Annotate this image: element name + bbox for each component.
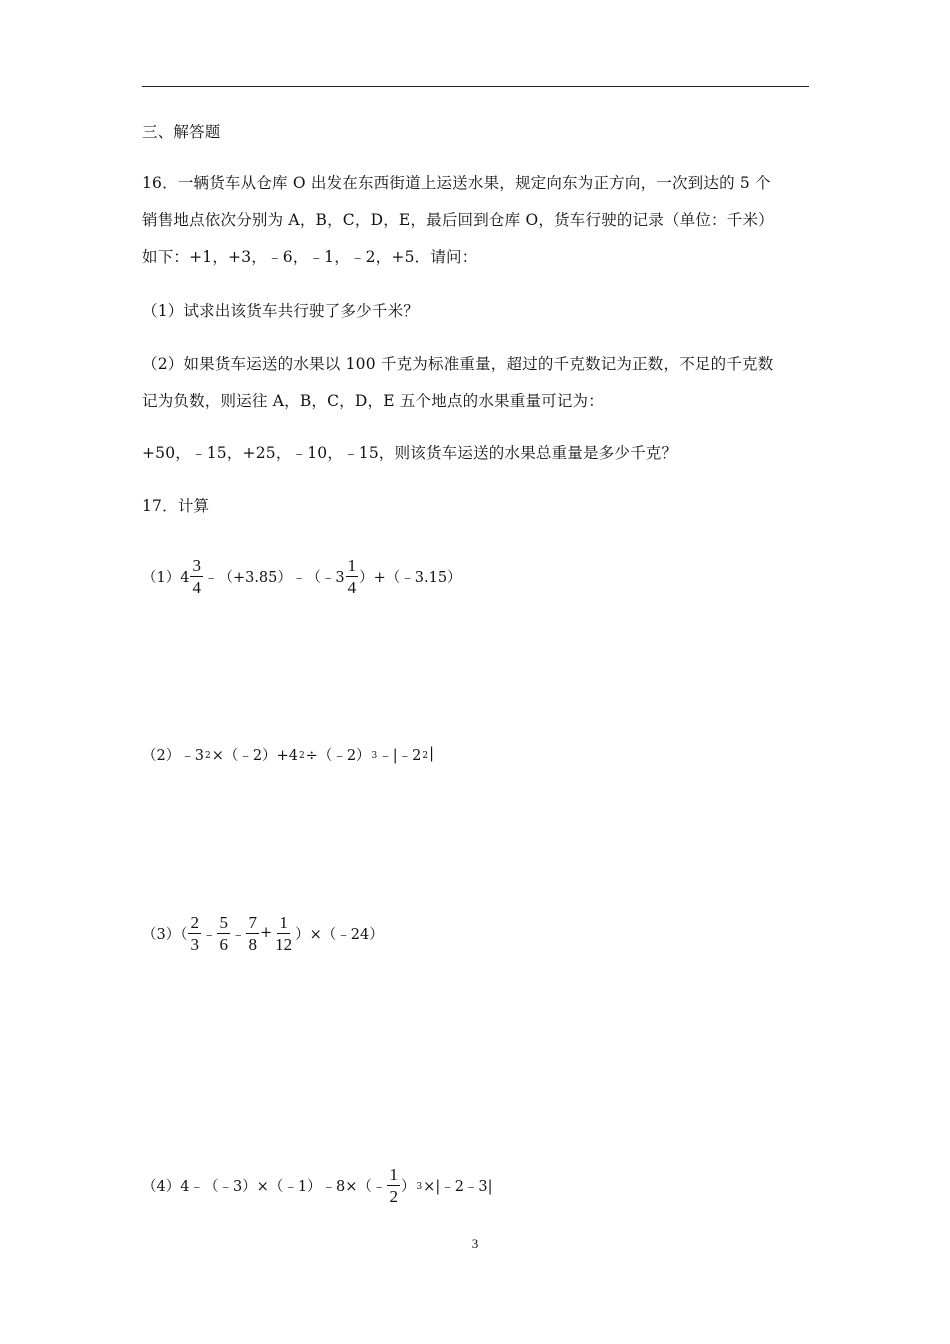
- q17-expression-4: [142, 1155, 493, 1215]
- q16-line-1: 16．一辆货车从仓库 O 出发在东西街道上运送水果，规定向东为正方向，一次到达的 5 个: [142, 174, 771, 192]
- fraction-2-3: [188, 914, 201, 953]
- fraction-denominator: 4: [192, 577, 201, 597]
- expr4-close-paren: ）: [400, 1178, 416, 1195]
- fraction-denominator: 8: [248, 934, 257, 954]
- exponent: 2: [298, 751, 305, 761]
- expr4-tail: ×|﹣2﹣3|: [423, 1178, 493, 1195]
- q16-sub-1: （1）试求出该货车共行驶了多少千米？: [142, 302, 419, 320]
- fraction-5-6: [217, 914, 230, 953]
- header-rule: [142, 86, 809, 87]
- operator: ﹣: [201, 926, 217, 943]
- q16-line-3: 如下：+1，+3，﹣6，﹣1，﹣2，+5．请问：: [142, 248, 478, 266]
- page-number: 3: [471, 1236, 479, 1251]
- expr2-part-1: （2）﹣3: [142, 747, 204, 764]
- expr2-part-5: |: [429, 746, 435, 762]
- expr2-part-3: ÷（﹣2）: [305, 747, 371, 764]
- fraction-numerator: 1: [347, 555, 357, 575]
- fraction-numerator: 1: [389, 1164, 398, 1184]
- q17-expression-1: [142, 546, 462, 606]
- operator: ﹣: [230, 926, 246, 943]
- fraction-numerator: 1: [279, 912, 288, 932]
- exponent: 3: [416, 1182, 423, 1192]
- fraction-3-4: [190, 557, 203, 596]
- expr3-tail: ）×（﹣24）: [295, 926, 384, 943]
- expr1-middle: ﹣（+3.85）﹣（﹣3: [203, 569, 345, 586]
- q16-line-2: 销售地点依次分别为 A，B，C，D，E，最后回到仓库 O，货车行驶的记录（单位：千米）: [142, 211, 774, 229]
- fraction-numerator: 2: [190, 912, 199, 932]
- q16-sub-2-line-2: 记为负数，则运往 A，B，C，D，E 五个地点的水果重量可记为：: [142, 392, 604, 410]
- expr1-tail: ）+（﹣3.15）: [359, 569, 462, 586]
- exponent: 2: [422, 751, 429, 761]
- fraction-denominator: 12: [275, 934, 293, 954]
- q17-title: 17．计算: [142, 497, 210, 515]
- fraction-denominator: 4: [347, 577, 357, 597]
- fraction-1-12: [273, 914, 294, 953]
- expr3-label: （3）（: [142, 926, 188, 943]
- operator: +: [259, 925, 273, 941]
- q17-expression-2: [142, 724, 434, 784]
- fraction-7-8: [246, 914, 259, 953]
- expr4-label: （4）4﹣（﹣3）×（﹣1）﹣8×（﹣: [142, 1178, 387, 1195]
- fraction-1-4: [346, 557, 359, 596]
- q16-sub-2-line-3: +50，﹣15，+25，﹣10，﹣15，则该货车运送的水果总重量是多少千克？: [142, 444, 678, 462]
- exponent: 3: [371, 751, 378, 761]
- fraction-denominator: 2: [389, 1186, 398, 1206]
- fraction-numerator: 3: [192, 555, 201, 575]
- fraction-denominator: 3: [190, 934, 199, 954]
- expr2-part-4: ﹣|﹣2: [378, 747, 422, 764]
- q17-expression-3: [142, 903, 384, 963]
- fraction-denominator: 6: [219, 934, 228, 954]
- exponent: 2: [204, 751, 211, 761]
- fraction-numerator: 5: [219, 912, 228, 932]
- q16-sub-2-line-1: （2）如果货车运送的水果以 100 千克为标准重量，超过的千克数记为正数，不足的千克数: [142, 355, 774, 373]
- section-title: 三、解答题: [142, 123, 221, 141]
- expr1-label: （1）4: [142, 569, 190, 586]
- expr2-part-2: ×（﹣2）+4: [211, 747, 298, 764]
- fraction-numerator: 7: [248, 912, 257, 932]
- fraction-1-2: [387, 1166, 400, 1205]
